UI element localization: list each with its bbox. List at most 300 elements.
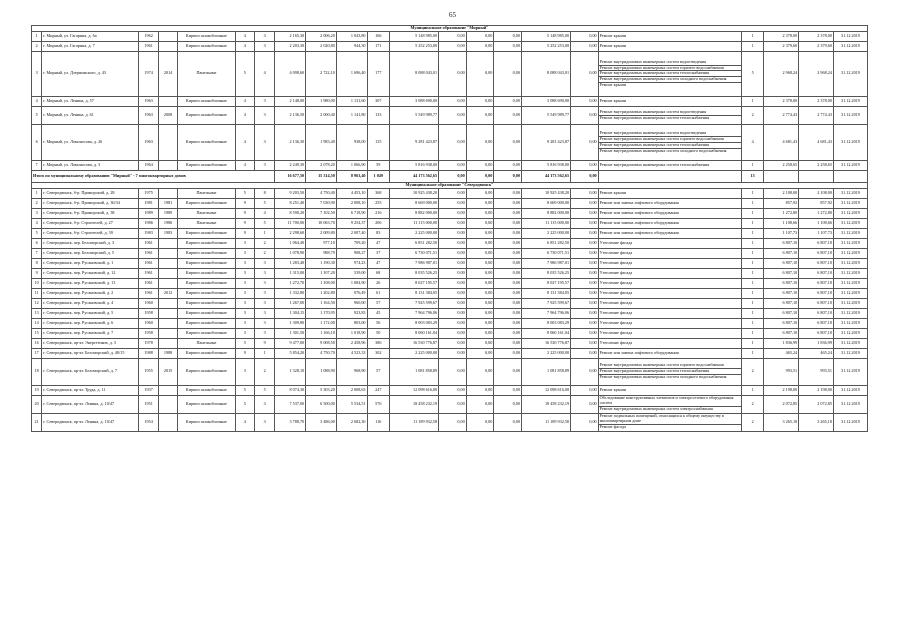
total-cost-cell: 7 986 987,01: [390, 258, 439, 268]
residents-cell: 45: [367, 308, 390, 318]
work-type-item: Ремонт крыши: [599, 189, 627, 195]
work-type-item: Утепление фасада: [599, 289, 633, 295]
year-renovated-cell: [158, 96, 177, 106]
max-unit-cost-cell: 1 836,99: [799, 338, 834, 348]
total-area-cell: 1 315,00: [275, 268, 306, 278]
unit-cost-cell: 6 807,10: [764, 308, 799, 318]
fund-other-cell: 0,00: [571, 328, 599, 338]
total-cost-cell: 44 173 562,65: [390, 170, 439, 182]
works-count-cell: 4: [741, 124, 764, 160]
deadline-cell: 31.12.2019: [833, 318, 867, 328]
work-type-item: Ремонт внутридомовых инженерных систем горячего водоснабжения: [599, 137, 741, 143]
fund-owners-cell: 8 669 000,00: [521, 198, 570, 208]
work-type-item: Ремонт внутридомовых инженерных систем теплоснабжения: [599, 369, 741, 375]
floors-cell: 9: [235, 228, 254, 238]
owners-area-cell: 908,27: [336, 248, 367, 258]
works-cell: [598, 188, 741, 198]
row-number: 4: [32, 96, 42, 106]
row-number: 2: [32, 198, 42, 208]
total-f2-cell: 0,00: [466, 170, 494, 182]
works-count-cell: 1: [741, 198, 764, 208]
program-table-container: [31, 25, 868, 432]
fund-federal-cell: 0,00: [439, 198, 467, 208]
owners-area-cell: 968,90: [336, 358, 367, 385]
program-table: [31, 25, 868, 432]
residential-area-cell: 3 486,00: [306, 413, 337, 431]
fund-owners-cell: 1 081 858,89: [521, 358, 570, 385]
max-unit-cost-cell: 4 681,43: [799, 124, 834, 160]
year-renovated-cell: 1989: [158, 208, 177, 218]
year-renovated-cell: [158, 238, 177, 248]
work-type-item: Ремонт внутридомовых инженерных систем теплоснабжения: [599, 161, 710, 167]
wall-material-cell: Кирпич шлакоблочные: [178, 106, 235, 124]
entrances-cell: 5: [255, 218, 275, 228]
fund-owners-cell: 6 851 282,50: [521, 238, 570, 248]
works-count-cell: 1: [741, 248, 764, 258]
wall-material-cell: Кирпич шлакоблочные: [178, 124, 235, 160]
address-cell: г. Северодвинск, пер. Беломорский, д. 3: [42, 238, 139, 248]
entrances-cell: 3: [255, 96, 275, 106]
works-cell: [598, 106, 741, 124]
max-unit-cost-cell: 993,51: [799, 358, 834, 385]
fund-federal-cell: 0,00: [439, 106, 467, 124]
year-built-cell: 1937: [139, 385, 158, 395]
work-type-item: Утепление фасада: [599, 279, 633, 285]
works-cell: [598, 198, 741, 208]
works-cell: [598, 51, 741, 96]
year-renovated-cell: 2014: [158, 51, 177, 96]
total-area-cell: 1 078,90: [275, 248, 306, 258]
table-row: [32, 338, 868, 348]
address-cell: г. Мирный, ул. Гагарина, д. 6а: [42, 31, 139, 41]
total-f3-cell: 0,00: [494, 170, 522, 182]
fund-owners-cell: 7 964 796,06: [521, 308, 570, 318]
fund-local-cell: 0,00: [494, 413, 522, 431]
owners-area-cell: 709,20: [336, 238, 367, 248]
works-count-cell: 1: [741, 228, 764, 238]
max-unit-cost-cell: 1 107,73: [799, 228, 834, 238]
unit-cost-cell: 6 807,10: [764, 248, 799, 258]
floors-cell: 3: [235, 268, 254, 278]
residential-area-cell: 4 750,70: [306, 348, 337, 358]
fund-local-cell: 0,00: [494, 198, 522, 208]
year-renovated-cell: 1983: [158, 228, 177, 238]
address-cell: г. Северодвинск, б-р. Приморский, д. 28: [42, 188, 139, 198]
fund-other-cell: 0,00: [571, 318, 599, 328]
total-area-cell: 1 301,50: [275, 328, 306, 338]
entrances-cell: 2: [255, 248, 275, 258]
works-count-cell: 1: [741, 278, 764, 288]
entrances-cell: 3: [255, 328, 275, 338]
year-renovated-cell: [158, 318, 177, 328]
residents-cell: 171: [367, 41, 390, 51]
total-cost-cell: 8 131 384,05: [390, 288, 439, 298]
year-renovated-cell: [158, 124, 177, 160]
deadline-cell: 31.12.2019: [833, 268, 867, 278]
works-cell: [598, 228, 741, 238]
works-count-cell: 1: [741, 348, 764, 358]
fund-other-cell: 0,00: [571, 395, 599, 413]
deadline-cell: 31.12.2019: [833, 258, 867, 268]
fund-other-cell: 0,00: [571, 41, 599, 51]
fund-other-cell: 0,00: [571, 188, 599, 198]
residents-cell: 206: [367, 218, 390, 228]
total-works-count: 15: [741, 170, 764, 182]
total-cost-cell: 2 225 000,00: [390, 228, 439, 238]
entrances-cell: 3: [255, 288, 275, 298]
works-count-cell: 1: [741, 218, 764, 228]
work-type-item: Утепление фасада: [599, 339, 633, 345]
total-cost-cell: 2 225 000,00: [390, 348, 439, 358]
work-type-item: Ремонт внутридомовых инженерных систем теплоснабжения: [599, 143, 741, 149]
owners-area-cell: 6 718,90: [336, 208, 367, 218]
total-area-cell: 1 332,80: [275, 288, 306, 298]
address-cell: г. Мирный, ул. Ленина, д. 61: [42, 106, 139, 124]
residents-cell: 68: [367, 268, 390, 278]
residential-area-cell: 1 172,00: [306, 318, 337, 328]
fund-owners-cell: 8 882 000,00: [521, 208, 570, 218]
total-cost-cell: 11 115 000,00: [390, 218, 439, 228]
fund-other-cell: 0,00: [571, 308, 599, 318]
unit-cost-cell: 2 108,00: [764, 188, 799, 198]
works-cell: [598, 348, 741, 358]
total-cost-cell: 10 925 438,20: [390, 188, 439, 198]
total-area-cell: 8 590,20: [275, 208, 306, 218]
row-number: 13: [32, 308, 42, 318]
fund-regional-cell: 0,00: [466, 278, 494, 288]
row-number: 7: [32, 248, 42, 258]
fund-other-cell: 0,00: [571, 208, 599, 218]
total-cost-cell: 5 816 938,00: [390, 160, 439, 170]
fund-local-cell: 0,00: [494, 124, 522, 160]
total-cost-cell: 8 027 195,57: [390, 278, 439, 288]
unit-cost-cell: 6 807,10: [764, 268, 799, 278]
fund-other-cell: 0,00: [571, 385, 599, 395]
floors-cell: 3: [235, 238, 254, 248]
fund-regional-cell: 0,00: [466, 198, 494, 208]
fund-federal-cell: 0,00: [439, 395, 467, 413]
max-unit-cost-cell: 3 265,18: [799, 413, 834, 431]
unit-cost-cell: 2 378,00: [764, 31, 799, 41]
works-cell: [598, 208, 741, 218]
row-number: 7: [32, 160, 42, 170]
unit-cost-cell: 1 836,99: [764, 338, 799, 348]
owners-area-cell: 976,49: [336, 288, 367, 298]
table-row: [32, 198, 868, 208]
fund-local-cell: 0,00: [494, 268, 522, 278]
fund-local-cell: 0,00: [494, 188, 522, 198]
fund-regional-cell: 0,00: [466, 160, 494, 170]
year-built-cell: 1963: [139, 96, 158, 106]
deadline-cell: 31.12.2019: [833, 395, 867, 413]
works-cell: [598, 278, 741, 288]
fund-regional-cell: 0,00: [466, 348, 494, 358]
floors-cell: 5: [235, 395, 254, 413]
works-cell: [598, 385, 741, 395]
works-count-cell: 1: [741, 308, 764, 318]
fund-local-cell: 0,00: [494, 288, 522, 298]
max-unit-cost-cell: 2 379,60: [799, 41, 834, 51]
table-row: [32, 395, 868, 413]
works-count-cell: 1: [741, 31, 764, 41]
total-cost-cell: 11 189 932,58: [390, 413, 439, 431]
works-count-cell: 2: [741, 413, 764, 431]
total-area-cell: 3 788,70: [275, 413, 306, 431]
works-cell: [598, 31, 741, 41]
fund-other-cell: 0,00: [571, 348, 599, 358]
fund-local-cell: 0,00: [494, 96, 522, 106]
year-built-cell: 1978: [139, 338, 158, 348]
fund-federal-cell: 0,00: [439, 51, 467, 96]
work-type-item: Утепление фасада: [599, 259, 633, 265]
year-built-cell: 1963: [139, 106, 158, 124]
table-row: [32, 31, 868, 41]
deadline-cell: 31.12.2019: [833, 160, 867, 170]
floors-cell: 3: [235, 318, 254, 328]
owners-area-cell: 4 453,10: [336, 188, 367, 198]
works-cell: [598, 238, 741, 248]
deadline-cell: 31.12.2019: [833, 298, 867, 308]
row-number: 11: [32, 288, 42, 298]
owners-area-cell: 1 066,90: [336, 160, 367, 170]
total-area-cell: 1 304,15: [275, 308, 306, 318]
wall-material-cell: Кирпич шлакоблочные: [178, 358, 235, 385]
owners-area-cell: 2 458,96: [336, 338, 367, 348]
table-row: [32, 358, 868, 385]
entrances-cell: 3: [255, 124, 275, 160]
year-renovated-cell: 1981: [158, 198, 177, 208]
fund-regional-cell: 0,00: [466, 106, 494, 124]
floors-cell: 3: [235, 288, 254, 298]
year-built-cell: 1961: [139, 278, 158, 288]
works-cell: [598, 41, 741, 51]
table-row: [32, 348, 868, 358]
total-area-cell: 4 098,60: [275, 51, 306, 96]
residential-area-cell: 7 102,50: [306, 208, 337, 218]
max-unit-cost-cell: 6 807,10: [799, 238, 834, 248]
fund-regional-cell: 0,00: [466, 308, 494, 318]
wall-material-cell: Кирпич шлакоблочные: [178, 198, 235, 208]
max-unit-cost-cell: 6 807,10: [799, 308, 834, 318]
works-cell: [598, 328, 741, 338]
residents-cell: 83: [367, 228, 390, 238]
residential-area-cell: 2 078,20: [306, 160, 337, 170]
year-built-cell: 1960: [139, 318, 158, 328]
max-unit-cost-cell: 465,24: [799, 348, 834, 358]
fund-other-cell: 0,00: [571, 248, 599, 258]
total-area-cell: 9 477,00: [275, 338, 306, 348]
fund-federal-cell: 0,00: [439, 338, 467, 348]
wall-material-cell: Кирпич шлакоблочные: [178, 288, 235, 298]
year-renovated-cell: [158, 308, 177, 318]
fund-local-cell: 0,00: [494, 218, 522, 228]
deadline-cell: 31.12.2019: [833, 338, 867, 348]
fund-owners-cell: 11 115 000,00: [521, 218, 570, 228]
year-built-cell: 1961: [139, 268, 158, 278]
works-cell: [598, 298, 741, 308]
address-cell: г. Северодвинск, пр-кт. Ленина, д. 10/47: [42, 413, 139, 431]
floors-cell: 3: [235, 298, 254, 308]
year-built-cell: 1955: [139, 358, 158, 385]
total-cost-cell: 1 081 858,89: [390, 358, 439, 385]
wall-material-cell: Кирпич шлакоблочные: [178, 96, 235, 106]
work-type-item: Ремонт подвальных помещений, относящихся к общему имуществу в многоквартирном доме: [599, 414, 741, 425]
table-row: [32, 188, 868, 198]
works-cell: [598, 318, 741, 328]
row-number: 16: [32, 338, 42, 348]
owners-area-cell: 1 141,80: [336, 106, 367, 124]
fund-regional-cell: 0,00: [466, 395, 494, 413]
total-cost-cell: 9 281 423,87: [390, 124, 439, 160]
address-cell: г. Северодвинск, пер. Русановский, д. 4: [42, 298, 139, 308]
owners-area-cell: 9 254,37: [336, 218, 367, 228]
row-number: 1: [32, 188, 42, 198]
wall-material-cell: Кирпич шлакоблочные: [178, 298, 235, 308]
fund-federal-cell: 0,00: [439, 358, 467, 385]
address-cell: г. Мирный, ул. Ломоносова, д. 3: [42, 160, 139, 170]
wall-material-cell: Кирпич шлакоблочные: [178, 268, 235, 278]
floors-cell: 3: [235, 278, 254, 288]
residential-area-cell: 9 008,50: [306, 338, 337, 348]
fund-other-cell: 0,00: [571, 218, 599, 228]
entrances-cell: 3: [255, 268, 275, 278]
fund-regional-cell: 0,00: [466, 258, 494, 268]
works-cell: [598, 268, 741, 278]
deadline-cell: 31.12.2019: [833, 31, 867, 41]
row-number: 14: [32, 318, 42, 328]
fund-owners-cell: 7 925 599,67: [521, 298, 570, 308]
fund-regional-cell: 0,00: [466, 248, 494, 258]
address-cell: г. Северодвинск, пер. Русановский, д. 7: [42, 328, 139, 338]
max-unit-cost-cell: 2 198,00: [799, 385, 834, 395]
fund-federal-cell: 0,00: [439, 160, 467, 170]
total-f1-cell: 0,00: [439, 170, 467, 182]
fund-local-cell: 0,00: [494, 358, 522, 385]
total-cost-cell: 8 003 083,29: [390, 318, 439, 328]
row-number: 6: [32, 124, 42, 160]
residents-cell: 56: [367, 318, 390, 328]
table-row: [32, 288, 868, 298]
total-ppl-cell: 1 049: [367, 170, 390, 182]
deadline-cell: 31.12.2019: [833, 188, 867, 198]
works-count-cell: 1: [741, 328, 764, 338]
row-number: 1: [32, 31, 42, 41]
floors-cell: 9: [235, 218, 254, 228]
max-unit-cost-cell: 2 072,85: [799, 395, 834, 413]
total-area-cell: 8 251,40: [275, 198, 306, 208]
fund-other-cell: 0,00: [571, 258, 599, 268]
year-renovated-cell: [158, 338, 177, 348]
work-type-item: Ремонт внутридомовых инженерных систем горячего водоснабжения: [599, 363, 741, 369]
residents-cell: 247: [367, 385, 390, 395]
work-type-item: Утепление фасада: [599, 309, 633, 315]
deadline-cell: 31.12.2019: [833, 106, 867, 124]
residential-area-cell: 2 006,20: [306, 31, 337, 41]
floors-cell: 9: [235, 208, 254, 218]
fund-other-cell: 0,00: [571, 298, 599, 308]
fund-other-cell: 0,00: [571, 278, 599, 288]
works-cell: [598, 413, 741, 431]
page-number: 65: [449, 11, 456, 19]
deadline-cell: 31.12.2019: [833, 288, 867, 298]
entrances-cell: 3: [255, 278, 275, 288]
deadline-cell: 31.12.2019: [833, 248, 867, 258]
owners-area-cell: 938,00: [336, 124, 367, 160]
residential-area-cell: 1 980,00: [306, 96, 337, 106]
year-renovated-cell: [158, 31, 177, 41]
floors-cell: 4: [235, 41, 254, 51]
owners-area-cell: 1 131,60: [336, 96, 367, 106]
fund-federal-cell: 0,00: [439, 41, 467, 51]
residents-cell: 576: [367, 395, 390, 413]
total-cost-cell: 12 098 616,00: [390, 385, 439, 395]
total-area-cell: 8 074,30: [275, 385, 306, 395]
wall-material-cell: Панельные: [178, 338, 235, 348]
unit-cost-cell: 2 774,43: [764, 106, 799, 124]
table-row: [32, 318, 868, 328]
entrances-cell: 3: [255, 413, 275, 431]
fund-owners-cell: 8 035 526,25: [521, 268, 570, 278]
residents-cell: 216: [367, 208, 390, 218]
work-type-item: Ремонт внутридомовых инженерных систем водоотведения: [599, 110, 741, 116]
deadline-cell: 31.12.2019: [833, 308, 867, 318]
fund-owners-cell: 7 986 987,01: [521, 258, 570, 268]
wall-material-cell: Кирпич шлакоблочные: [178, 278, 235, 288]
fund-local-cell: 0,00: [494, 308, 522, 318]
table-row: [32, 308, 868, 318]
total-cost-cell: 7 925 599,67: [390, 298, 439, 308]
fund-federal-cell: 0,00: [439, 268, 467, 278]
entrances-cell: 5: [255, 385, 275, 395]
fund-owners-cell: 12 098 616,00: [521, 385, 570, 395]
table-row: [32, 328, 868, 338]
entrances-cell: 3: [255, 308, 275, 318]
year-built-cell: 1961: [139, 41, 158, 51]
deadline-cell: 31.12.2019: [833, 96, 867, 106]
works-count-cell: 2: [741, 106, 764, 124]
year-built-cell: 1961: [139, 288, 158, 298]
work-type-item: Ремонт внутридомовых инженерных систем холодного водоснабжения: [599, 147, 727, 153]
residential-area-cell: 2 722,10: [306, 51, 337, 96]
fund-local-cell: 0,00: [494, 51, 522, 96]
year-renovated-cell: [158, 328, 177, 338]
works-cell: [598, 218, 741, 228]
fund-federal-cell: 0,00: [439, 228, 467, 238]
year-built-cell: 1961: [139, 238, 158, 248]
address-cell: г. Мирный, ул. Гагарина, д. 7: [42, 41, 139, 51]
works-cell: [598, 124, 741, 160]
floors-cell: 3: [235, 308, 254, 318]
unit-cost-cell: 1 107,73: [764, 228, 799, 238]
total-area-cell: 9 203,50: [275, 188, 306, 198]
total-a2-cell: 15 314,50: [306, 170, 337, 182]
table-row: [32, 41, 868, 51]
address-cell: г. Мирный, ул. Дзержинского, д. 43: [42, 51, 139, 96]
fund-owners-cell: 2 225 000,00: [521, 228, 570, 238]
fund-owners-cell: 5 252 253,00: [521, 41, 570, 51]
floors-cell: 4: [235, 160, 254, 170]
max-unit-cost-cell: 1 108,66: [799, 218, 834, 228]
max-unit-cost-cell: 2 968,24: [799, 51, 834, 96]
work-type-item: Утепление фасада: [599, 249, 633, 255]
residents-cell: 61: [367, 288, 390, 298]
row-number: 6: [32, 238, 42, 248]
total-a3-cell: 8 963,40: [336, 170, 367, 182]
fund-local-cell: 0,00: [494, 328, 522, 338]
fund-owners-cell: 8 131 384,05: [521, 288, 570, 298]
fund-other-cell: 0,00: [571, 31, 599, 41]
residential-area-cell: 1 170,95: [306, 308, 337, 318]
